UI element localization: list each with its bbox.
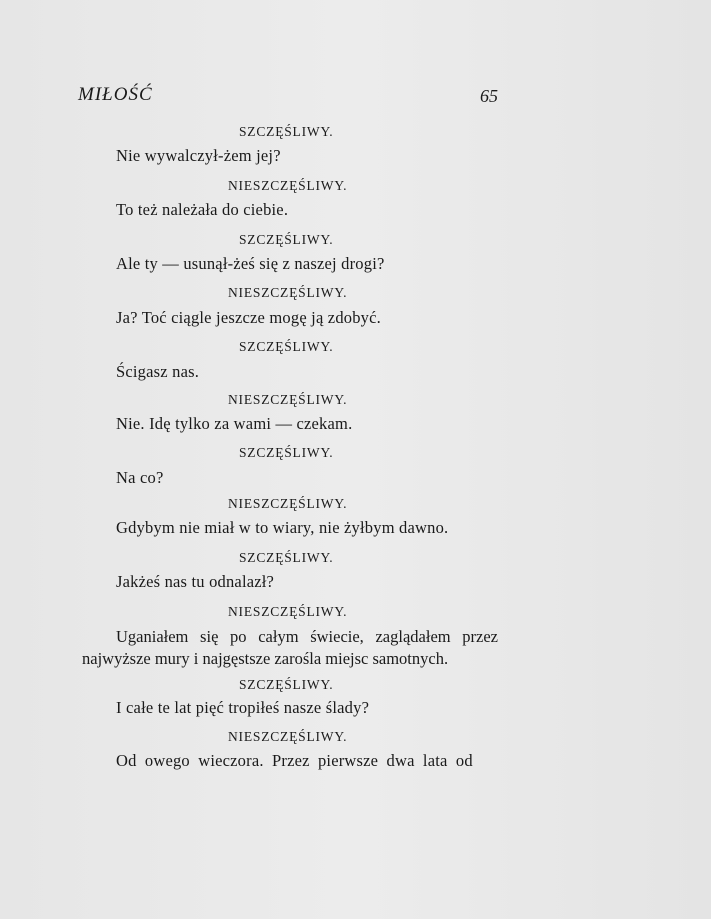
dialogue-line: Nie. Idę tylko za wami — czekam. bbox=[116, 414, 353, 433]
dialogue-paragraph: Uganiałem się po całym świecie, zaglądałem przez najwyższe mury i najgęstsze zarośla miejsc samotnych. bbox=[82, 627, 498, 668]
speaker-label: SZCZĘŚLIWY. bbox=[239, 339, 334, 354]
dialogue-line: Nie wywalczył-żem jej? bbox=[116, 146, 281, 165]
running-head-title: MIŁOŚĆ bbox=[78, 84, 153, 105]
speaker-label: SZCZĘŚLIWY. bbox=[239, 124, 334, 139]
dialogue-line: I całe te lat pięć tropiłeś nasze ślady? bbox=[116, 698, 370, 717]
dialogue-line: Ścigasz nas. bbox=[116, 362, 200, 381]
speaker-label: NIESZCZĘŚLIWY. bbox=[228, 604, 348, 619]
dialogue-line: Ja? Toć ciągle jeszcze mogę ją zdobyć. bbox=[116, 308, 381, 327]
speaker-label: SZCZĘŚLIWY. bbox=[239, 232, 334, 247]
speaker-label: NIESZCZĘŚLIWY. bbox=[228, 496, 348, 511]
speaker-label: SZCZĘŚLIWY. bbox=[239, 445, 334, 460]
dialogue-line: Jakżeś nas tu odnalazł? bbox=[116, 572, 275, 591]
speaker-label: NIESZCZĘŚLIWY. bbox=[228, 392, 348, 407]
dialogue-line: Na co? bbox=[116, 468, 164, 487]
speaker-label: NIESZCZĘŚLIWY. bbox=[228, 729, 348, 744]
speaker-label: NIESZCZĘŚLIWY. bbox=[228, 285, 348, 300]
dialogue-line: Gdybym nie miał w to wiary, nie żyłbym dawno. bbox=[116, 518, 449, 537]
dialogue-line: Od owego wieczora. Przez pierwsze dwa lata od bbox=[116, 751, 473, 770]
page-number: 65 bbox=[480, 86, 498, 106]
speaker-label: NIESZCZĘŚLIWY. bbox=[228, 178, 348, 193]
speaker-label: SZCZĘŚLIWY. bbox=[239, 677, 334, 692]
dialogue-line: Ale ty — usunął-żeś się z naszej drogi? bbox=[116, 254, 385, 273]
dialogue-line: To też należała do ciebie. bbox=[116, 200, 289, 219]
speaker-label: SZCZĘŚLIWY. bbox=[239, 550, 334, 565]
